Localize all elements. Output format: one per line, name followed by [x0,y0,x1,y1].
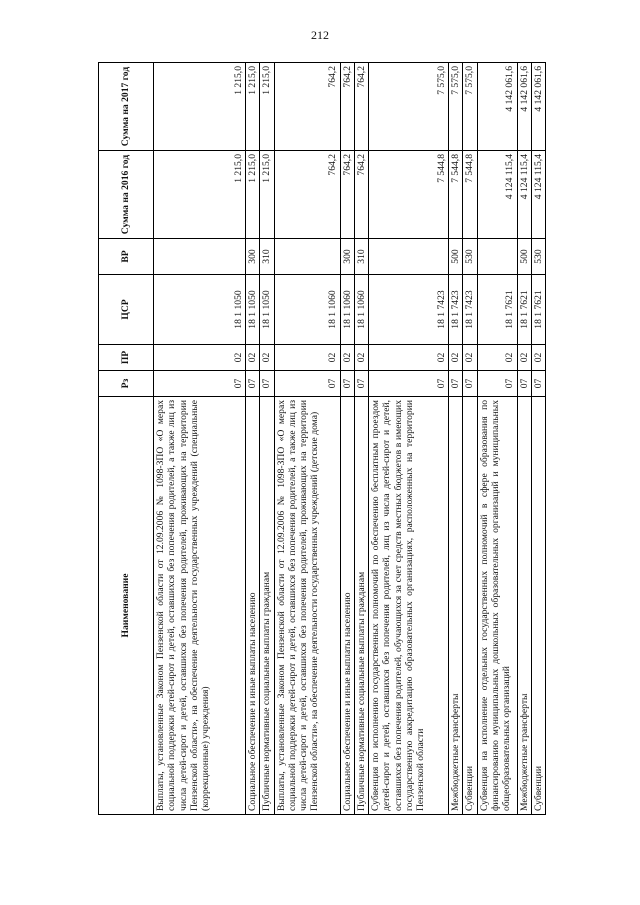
row-pr: 02 [477,345,517,371]
row-csr: 18 1 1050 [246,275,260,345]
row-name: Социальное обеспечение и иные выплаты населению [340,397,354,815]
table-wrapper [98,63,546,815]
row-rz: 07 [477,371,517,397]
row-csr: 18 1 7621 [477,275,517,345]
table-row [463,63,477,815]
row-sum-2016: 1 215,0 [154,151,246,239]
row-sum-2017: 764,2 [340,63,354,151]
row-pr: 02 [260,345,274,371]
header-sum-2016: Сумма на 2016 год [99,151,154,239]
row-sum-2016: 7 544,8 [449,151,463,239]
row-sum-2017: 1 215,0 [154,63,246,151]
row-sum-2017: 4 142 061,6 [477,63,517,151]
row-name: Субвенция по исполнению государственных полномочий по обеспечению бесплатным проездом детей-сирот и детей, оставшихся без попечения родителей, лиц из числа детей-сирот и детей, оставшихся без попечения родителей, обучающихся за счет средств местных бюджетов в имеющих государственную аккредитацию образовательных организациях, расположенных на территории Пензенской области [369,397,449,815]
row-vr: 530 [463,239,477,275]
row-csr: 18 1 1050 [260,275,274,345]
row-sum-2017: 1 215,0 [246,63,260,151]
table-row [517,63,531,815]
row-rz: 07 [517,371,531,397]
row-name: Межбюджетные трансферты [449,397,463,815]
row-name: Публичные нормативные социальные выплаты гражданам [354,397,368,815]
row-name: Социальное обеспечение и иные выплаты населению [246,397,260,815]
row-vr [274,239,340,275]
row-pr: 02 [340,345,354,371]
row-sum-2016: 4 124 115,4 [517,151,531,239]
header-vr: ВР [99,239,154,275]
row-sum-2016: 764,2 [340,151,354,239]
row-vr [477,239,517,275]
table-row [260,63,274,815]
row-csr: 18 1 7621 [517,275,531,345]
row-rz: 07 [340,371,354,397]
row-sum-2016: 4 124 115,4 [477,151,517,239]
row-sum-2017: 4 142 061,6 [517,63,531,151]
budget-table [98,62,546,815]
table-row [532,63,546,815]
row-rz: 07 [154,371,246,397]
row-pr: 02 [154,345,246,371]
row-csr: 18 1 7621 [532,275,546,345]
row-pr: 02 [354,345,368,371]
row-csr: 18 1 1050 [154,275,246,345]
table-row [154,63,246,815]
table-row [477,63,517,815]
row-sum-2016: 4 124 115,4 [532,151,546,239]
row-vr: 500 [517,239,531,275]
table-row [369,63,449,815]
row-sum-2017: 4 142 061,6 [532,63,546,151]
row-name: Субвенции [463,397,477,815]
row-sum-2017: 7 575,0 [463,63,477,151]
row-sum-2016: 764,2 [354,151,368,239]
row-csr: 18 1 1060 [274,275,340,345]
row-pr: 02 [369,345,449,371]
row-sum-2016: 7 544,8 [463,151,477,239]
row-csr: 18 1 1060 [340,275,354,345]
header-rz: Рз [99,371,154,397]
page-number: 212 [311,28,329,42]
row-sum-2017: 7 575,0 [449,63,463,151]
row-sum-2017: 764,2 [274,63,340,151]
row-vr: 500 [449,239,463,275]
row-pr: 02 [246,345,260,371]
row-sum-2017: 764,2 [354,63,368,151]
row-name: Субвенции [532,397,546,815]
row-rz: 07 [532,371,546,397]
row-pr: 02 [532,345,546,371]
header-csr: ЦСР [99,275,154,345]
header-name: Наименование [99,397,154,815]
row-vr: 310 [260,239,274,275]
rotated-table-area [98,63,546,815]
table-header-row [99,63,154,815]
table-row [449,63,463,815]
row-csr: 18 1 7423 [463,275,477,345]
row-pr: 02 [449,345,463,371]
row-csr: 18 1 7423 [449,275,463,345]
row-sum-2016: 764,2 [274,151,340,239]
row-vr: 300 [340,239,354,275]
row-rz: 07 [274,371,340,397]
row-sum-2016: 1 215,0 [246,151,260,239]
row-sum-2017: 7 575,0 [369,63,449,151]
header-sum-2017: Сумма на 2017 год [99,63,154,151]
table-row [340,63,354,815]
table-row [246,63,260,815]
table-row [354,63,368,815]
row-pr: 02 [274,345,340,371]
row-pr: 02 [463,345,477,371]
row-rz: 07 [246,371,260,397]
row-csr: 18 1 1060 [354,275,368,345]
row-vr: 310 [354,239,368,275]
row-rz: 07 [260,371,274,397]
row-csr: 18 1 7423 [369,275,449,345]
row-sum-2016: 7 544,8 [369,151,449,239]
row-vr [154,239,246,275]
row-vr [369,239,449,275]
table-row [274,63,340,815]
row-vr: 530 [532,239,546,275]
row-name: Публичные нормативные социальные выплаты гражданам [260,397,274,815]
row-rz: 07 [354,371,368,397]
row-name: Субвенция на исполнение отдельных государственных полномочий в сфере образования по финансированию муниципальных дошкольных образовательных организаций и муниципальных общеобразовательных организаций [477,397,517,815]
row-rz: 07 [463,371,477,397]
row-name: Межбюджетные трансферты [517,397,531,815]
row-sum-2017: 1 215,0 [260,63,274,151]
row-name: Выплаты, установленные Законом Пензенской области от 12.09.2006 № 1098-ЗПО «О мерах социальной поддержки детей-сирот и детей, оставшихся без попечения родителей, а также лиц из числа детей-сирот и детей, оставшихся без попечения родителей, проживающих на территории Пензенской области», на обеспечение деятельности государственных учреждений (специальные (коррекционные) учреждения) [154,397,246,815]
row-vr: 300 [246,239,260,275]
header-pr: ПР [99,345,154,371]
row-rz: 07 [369,371,449,397]
row-rz: 07 [449,371,463,397]
row-sum-2016: 1 215,0 [260,151,274,239]
row-name: Выплаты, установленные Законом Пензенской области от 12.09.2006 № 1098-ЗПО «О мерах социальной поддержки детей-сирот и детей, оставшихся без попечения родителей, а также лиц из числа детей-сирот и детей, оставшихся без попечения родителей, проживающих на территории Пензенской области», на обеспечение деятельности государственных учреждений (детские дома) [274,397,340,815]
row-pr: 02 [517,345,531,371]
